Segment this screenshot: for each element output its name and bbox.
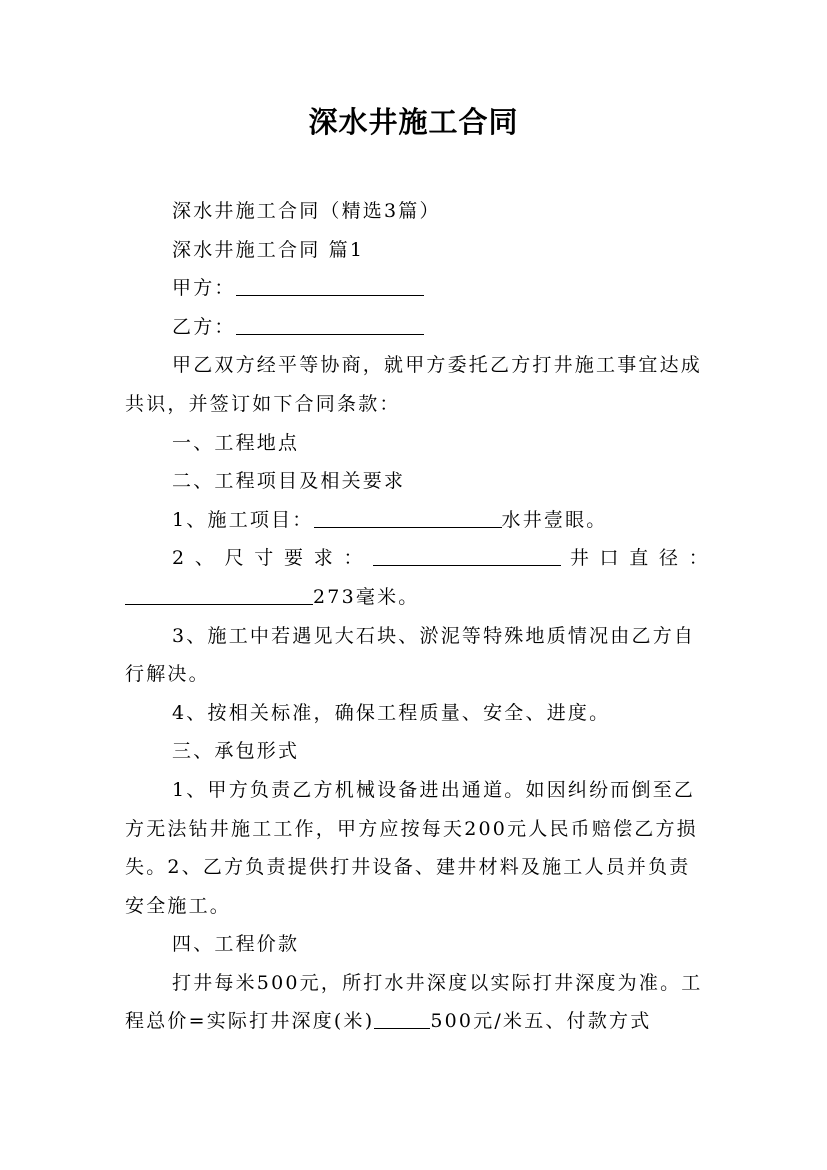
paragraph-diameter-value — [125, 578, 710, 617]
paragraph-heading-price: 四、工程价款 — [172, 933, 300, 956]
paragraph-size-requirement — [125, 539, 710, 578]
size-requirement-label: 2、尺寸要求： — [172, 547, 374, 570]
paragraph-section-heading: 深水井施工合同 篇1 — [172, 238, 365, 261]
paragraph-heading-project: 二、工程项目及相关要求 — [172, 470, 406, 493]
paragraph-heading-contract-form: 三、承包形式 — [172, 740, 300, 763]
diameter-blank — [125, 585, 313, 605]
well-diameter-label: 井口直径： — [561, 547, 710, 570]
paragraph-geology: 3、施工中若遇见大石块、淤泥等特殊地质情况由乙方自行解决。 — [125, 624, 696, 686]
paragraph-standards: 4、按相关标准，确保工程质量、安全、进度。 — [172, 701, 611, 724]
price-suffix: 500元/米五、付款方式 — [430, 1010, 652, 1033]
paragraph-subtitle: 深水井施工合同（精选3篇） — [172, 200, 441, 222]
party-a-blank — [236, 276, 424, 296]
paragraph-agreement: 甲乙双方经平等协商，就甲方委托乙方打井施工事宜达成共识，并签订如下合同条款： — [125, 354, 703, 415]
diameter-value: 273毫米。 — [313, 585, 420, 608]
document-title: 深水井施工合同 — [308, 105, 519, 139]
project-item-suffix: 水井壹眼。 — [501, 508, 608, 531]
document-body — [125, 192, 710, 1041]
price-blank — [374, 1009, 430, 1029]
paragraph-price — [125, 964, 710, 1041]
party-b-blank — [236, 315, 424, 335]
project-item-label: 1、施工项目： — [172, 508, 314, 531]
paragraph-heading-location: 一、工程地点 — [172, 431, 300, 454]
party-a-label: 甲方： — [172, 277, 236, 300]
paragraph-responsibilities: 1、甲方负责乙方机械设备进出通道。如因纠纷而倒至乙方无法钻井施工工作，甲方应按每天200元人民币赔偿乙方损失。2、乙方负责提供打井设备、建井材料及施工人员并负责安全施工。 — [125, 778, 698, 917]
price-text: 打井每米500元，所打水井深度以实际打井深度为准。工程总价=实际打井深度(米) — [125, 971, 703, 1033]
project-item-blank — [314, 508, 502, 528]
party-a-line — [125, 269, 710, 308]
party-b-line — [125, 308, 710, 347]
size-requirement-blank — [373, 546, 561, 566]
party-b-label: 乙方： — [172, 315, 236, 338]
paragraph-project-item — [125, 501, 710, 540]
